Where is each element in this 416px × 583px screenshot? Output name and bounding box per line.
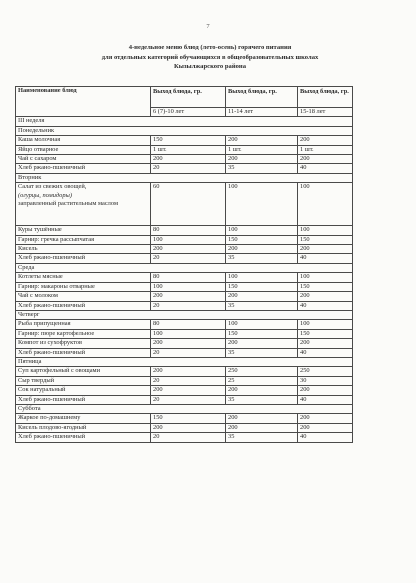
yield-value-2: 200 [226, 423, 298, 432]
yield-value-2: 35 [226, 348, 298, 357]
dish-name-text: Хлеб ржано-пшеничный [18, 301, 86, 309]
dish-name-text: Хлеб ржано-пшеничный [18, 433, 86, 441]
yield-value-2: 1 шт. [226, 145, 298, 154]
dish-name-text: Гарнир: пюре картофельное [18, 329, 95, 337]
yield-value-3: 40 [298, 164, 353, 173]
yield-value-1: 20 [151, 164, 226, 173]
dish-name-text: Яйцо отварное [18, 145, 59, 153]
yield-value-2: 35 [226, 164, 298, 173]
day-name: Вторник [16, 173, 353, 182]
dish-name [16, 320, 151, 329]
dish-name [16, 348, 151, 357]
yield-value-2: 100 [226, 273, 298, 282]
yield-value-1: 100 [151, 235, 226, 244]
yield-value-2: 100 [226, 183, 298, 226]
header-dish-name: Наименование блюд [16, 87, 151, 117]
dish-name [16, 423, 151, 432]
yield-value-2: 200 [226, 339, 298, 348]
dish-name [16, 282, 151, 291]
age-group-1: 6 (7)-10 лет [151, 108, 226, 117]
day-name: Пятница [16, 357, 353, 366]
yield-value-3: 1 шт. [298, 145, 353, 154]
yield-value-1: 20 [151, 254, 226, 263]
table-row [16, 164, 353, 173]
header-yield-1: Выход блюда, гр. [151, 87, 226, 108]
table-row [16, 386, 353, 395]
yield-value-1: 1 шт. [151, 145, 226, 154]
yield-value-1: 20 [151, 395, 226, 404]
table-row [16, 245, 353, 254]
yield-value-3: 200 [298, 136, 353, 145]
table-row [16, 226, 353, 235]
table-row [16, 301, 353, 310]
dish-name-text: Чай с молоком [18, 292, 58, 300]
day-row [16, 173, 353, 182]
dish-name-text: Куры тушённые [18, 226, 62, 234]
dish-name [16, 145, 151, 154]
yield-value-1: 200 [151, 423, 226, 432]
menu-table [15, 86, 353, 443]
dish-name-text: Котлеты мясные [18, 273, 63, 281]
dish-name-text: Хлеб ржано-пшеничный [18, 395, 86, 403]
table-row [16, 423, 353, 432]
dish-name-text: Чай с сахаром [18, 155, 57, 163]
dish-name-text: Хлеб ржано-пшеничный [18, 254, 86, 262]
dish-name [16, 245, 151, 254]
yield-value-2: 200 [226, 292, 298, 301]
age-group-3: 15-18 лет [298, 108, 353, 117]
dish-name-text: Кисель плодово-ягодный [18, 423, 87, 431]
yield-value-3: 40 [298, 433, 353, 442]
yield-value-1: 200 [151, 245, 226, 254]
table-row [16, 339, 353, 348]
dish-name-text: Хлеб ржано-пшеничный [18, 348, 86, 356]
table-row [16, 414, 353, 423]
table-row [16, 395, 353, 404]
dish-name-text: Компот из сухофруктов [18, 339, 83, 347]
dish-name [16, 301, 151, 310]
week-row [16, 117, 353, 126]
yield-value-1: 200 [151, 386, 226, 395]
yield-value-2: 150 [226, 235, 298, 244]
dish-name-text: Рыба припущенная [18, 320, 71, 328]
header-row [16, 87, 353, 108]
header-yield-3: Выход блюда, гр. [298, 87, 353, 108]
yield-value-2: 200 [226, 386, 298, 395]
dish-name-text: Сок натуральный [18, 386, 66, 394]
document-title [40, 43, 380, 72]
dish-name-text: Суп картофельный с овощами [18, 367, 101, 375]
day-name: Понедельник [16, 126, 353, 135]
table-row [16, 155, 353, 164]
yield-value-3: 40 [298, 395, 353, 404]
dish-name-text: Гарнир: макароны отварные [18, 282, 95, 290]
dish-name [16, 433, 151, 442]
yield-value-2: 35 [226, 433, 298, 442]
title-line-3: Кызылжарского района [173, 63, 247, 71]
dish-name [16, 329, 151, 338]
dish-name-text: Кисель [18, 245, 38, 253]
yield-value-3: 200 [298, 386, 353, 395]
dish-name-text: Жаркое по-домашнему [18, 414, 81, 422]
day-name: Среда [16, 263, 353, 272]
week-label: III неделя [16, 117, 353, 126]
yield-value-1: 150 [151, 136, 226, 145]
table-row [16, 367, 353, 376]
yield-value-3: 150 [298, 235, 353, 244]
dish-name-text: Хлеб ржано-пшеничный [18, 164, 86, 172]
day-row [16, 404, 353, 413]
age-group-2: 11-14 лет [226, 108, 298, 117]
yield-value-3: 100 [298, 320, 353, 329]
table-row [16, 273, 353, 282]
table-row [16, 433, 353, 442]
yield-value-3: 200 [298, 414, 353, 423]
yield-value-2: 150 [226, 329, 298, 338]
yield-value-1: 100 [151, 282, 226, 291]
yield-value-3: 200 [298, 155, 353, 164]
yield-value-3: 100 [298, 183, 353, 226]
dish-name [16, 339, 151, 348]
yield-value-2: 100 [226, 226, 298, 235]
table-row [16, 235, 353, 244]
table-row [16, 282, 353, 291]
yield-value-1: 150 [151, 414, 226, 423]
yield-value-1: 20 [151, 301, 226, 310]
title-line-2: для отдельных категорий обучающихся в общеобразовательных школах [101, 53, 319, 61]
yield-value-2: 200 [226, 414, 298, 423]
yield-value-3: 150 [298, 329, 353, 338]
table-row [16, 145, 353, 154]
header-yield-2: Выход блюда, гр. [226, 87, 298, 108]
table-row [16, 292, 353, 301]
yield-value-2: 35 [226, 395, 298, 404]
day-row [16, 357, 353, 366]
dish-name [16, 386, 151, 395]
dish-name [16, 292, 151, 301]
yield-value-2: 35 [226, 301, 298, 310]
day-name: Четверг [16, 310, 353, 319]
yield-value-2: 200 [226, 136, 298, 145]
yield-value-1: 20 [151, 348, 226, 357]
yield-value-1: 200 [151, 367, 226, 376]
dish-name [16, 155, 151, 164]
table-row [16, 136, 353, 145]
yield-value-3: 30 [298, 376, 353, 385]
day-name: Суббота [16, 404, 353, 413]
day-row [16, 126, 353, 135]
dish-name-ingredients: (огурцы, помидоры) [18, 191, 72, 199]
yield-value-1: 200 [151, 292, 226, 301]
yield-value-1: 80 [151, 320, 226, 329]
day-row [16, 310, 353, 319]
dish-name [16, 376, 151, 385]
yield-value-1: 200 [151, 339, 226, 348]
dish-name [16, 254, 151, 263]
yield-value-1: 80 [151, 273, 226, 282]
table-row [16, 254, 353, 263]
yield-value-3: 200 [298, 245, 353, 254]
table-row [16, 183, 353, 226]
title-line-1: 4-недельное меню блюд (лето-осень) горячего питания [128, 44, 292, 51]
day-row [16, 263, 353, 272]
table-row [16, 320, 353, 329]
dish-name-text: Сыр твердый [18, 376, 55, 384]
dish-name-rest: заправленный растительным маслом [18, 200, 118, 208]
dish-name [16, 367, 151, 376]
yield-value-3: 100 [298, 226, 353, 235]
yield-value-1: 20 [151, 433, 226, 442]
yield-value-3: 250 [298, 367, 353, 376]
table-row [16, 376, 353, 385]
dish-name [16, 235, 151, 244]
yield-value-2: 35 [226, 254, 298, 263]
yield-value-1: 200 [151, 155, 226, 164]
yield-value-3: 200 [298, 423, 353, 432]
dish-name [16, 414, 151, 423]
yield-value-2: 200 [226, 245, 298, 254]
yield-value-3: 150 [298, 282, 353, 291]
dish-name [16, 395, 151, 404]
dish-name-text: Гарнир: гречка рассыпчатая [18, 235, 95, 243]
yield-value-1: 80 [151, 226, 226, 235]
dish-name [16, 226, 151, 235]
dish-name-text: Каша молочная [18, 136, 61, 144]
yield-value-1: 100 [151, 329, 226, 338]
yield-value-3: 200 [298, 339, 353, 348]
yield-value-2: 250 [226, 367, 298, 376]
dish-name [16, 136, 151, 145]
yield-value-3: 100 [298, 273, 353, 282]
yield-value-2: 25 [226, 376, 298, 385]
dish-name-text: Салат из свежих овощей, [18, 183, 87, 191]
table-row [16, 348, 353, 357]
yield-value-1: 60 [151, 183, 226, 226]
page-number: 7 [206, 23, 210, 30]
dish-name [16, 273, 151, 282]
dish-name [16, 183, 151, 226]
yield-value-1: 20 [151, 376, 226, 385]
dish-name [16, 164, 151, 173]
yield-value-3: 200 [298, 292, 353, 301]
yield-value-2: 200 [226, 155, 298, 164]
table-row [16, 329, 353, 338]
yield-value-3: 40 [298, 301, 353, 310]
yield-value-2: 100 [226, 320, 298, 329]
yield-value-3: 40 [298, 254, 353, 263]
yield-value-2: 150 [226, 282, 298, 291]
yield-value-3: 40 [298, 348, 353, 357]
